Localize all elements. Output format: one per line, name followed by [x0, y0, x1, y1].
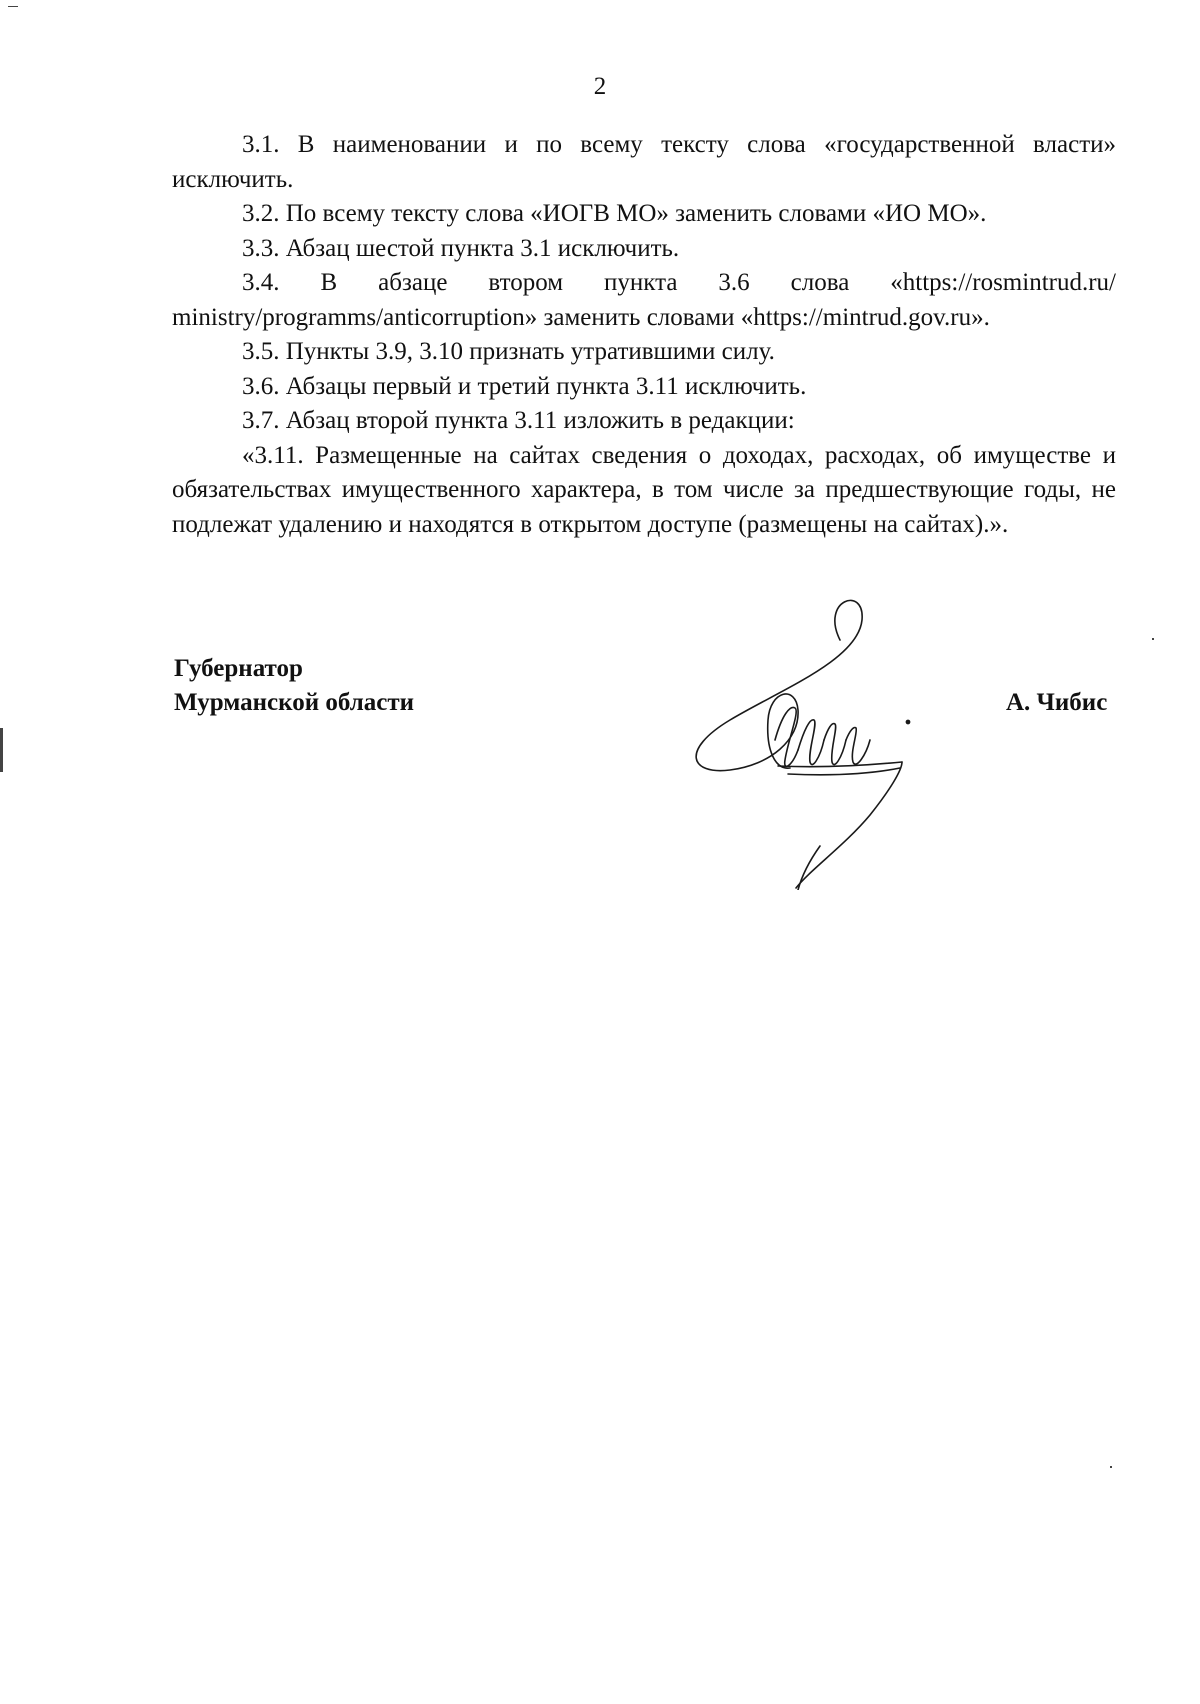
handwritten-signature — [670, 590, 950, 890]
paragraph-3-2: 3.2. По всему тексту слова «ИОГВ МО» заменить словами «ИО МО». — [242, 200, 987, 227]
paragraph-3-1: 3.1. В наименовании и по всему тексту слова «государственной власти» исключить. — [172, 131, 1116, 193]
paragraph-3-5: 3.5. Пункты 3.9, 3.10 признать утратившими силу. — [242, 338, 775, 365]
scan-speck — [1110, 1466, 1112, 1468]
paragraph-3-6: 3.6. Абзацы первый и третий пункта 3.11 исключить. — [242, 372, 807, 400]
document-body — [172, 128, 1116, 542]
scan-speck — [1152, 638, 1154, 640]
scan-speck — [8, 6, 18, 7]
position-region: Мурманской области — [174, 689, 415, 716]
signer-name: А. Чибис — [1006, 689, 1108, 716]
page-number: 2 — [593, 73, 607, 100]
scan-edge-mark — [0, 728, 3, 772]
paragraph-3-7: 3.7. Абзац второй пункта 3.11 изложить в редакции: — [242, 407, 795, 434]
quoted-paragraph-3-11: «3.11. Размещенные на сайтах сведения о доходах, расходах, об имуществе и обязательствах имущественного характера, в том числе за предшествующие годы, не подлежат удалению и находятся в открытом доступе (размещены на сайтах).». — [172, 441, 1116, 538]
paragraph-3-3: 3.3. Абзац шестой пункта 3.1 исключить. — [242, 234, 680, 262]
position-title: Губернатор — [174, 655, 303, 682]
paragraph-3-4: 3.4. В абзаце втором пункта 3.6 слова «https://rosmintrud.ru/ ministry/programms/anticorruption» заменить словами «https://mintrud.gov.ru». — [172, 269, 1116, 331]
signatory-position — [174, 652, 414, 720]
